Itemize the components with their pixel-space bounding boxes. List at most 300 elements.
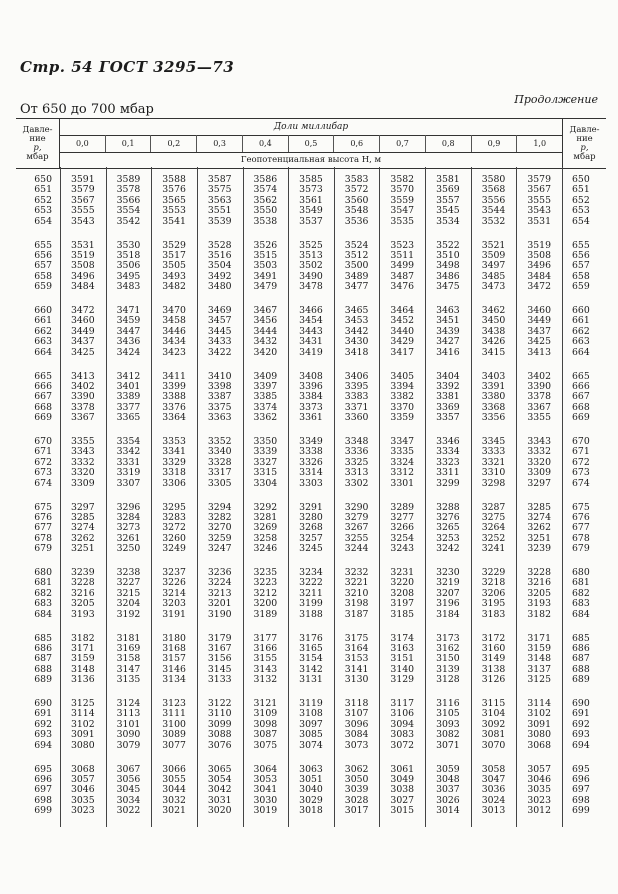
height-cell: 3417 <box>390 346 415 358</box>
height-cell: 3166 <box>253 642 278 654</box>
geopotential-caption: Геопотенциальная высота H, м <box>240 155 382 165</box>
height-cell: 3456 <box>253 315 278 327</box>
height-cell: 3030 <box>253 794 278 806</box>
height-cell: 3361 <box>299 412 323 424</box>
height-cell: 3559 <box>390 194 415 206</box>
height-cell: 3496 <box>70 270 95 282</box>
height-cell: 3265 <box>436 522 460 534</box>
height-cell: 3247 <box>207 543 232 555</box>
height-cell: 3321 <box>481 456 506 468</box>
height-cell: 3390 <box>527 380 551 392</box>
height-cell: 3429 <box>390 336 415 348</box>
height-cell: 3307 <box>116 477 141 489</box>
row-group <box>16 241 606 293</box>
height-cell: 3174 <box>390 632 415 644</box>
height-cell: 3275 <box>481 511 506 523</box>
height-cell: 3083 <box>390 729 415 741</box>
height-cell: 3048 <box>436 773 460 785</box>
pressure-cell-right: 659 <box>572 281 590 293</box>
height-cell: 3453 <box>344 315 369 327</box>
column-divider <box>379 167 380 827</box>
pressure-cell-left: 672 <box>34 456 52 468</box>
height-cell: 3232 <box>344 567 369 578</box>
height-cell: 3013 <box>481 805 506 817</box>
height-cell: 3588 <box>162 174 186 185</box>
fraction-header-cell: 0,4 <box>243 135 289 152</box>
pressure-cell-right: 652 <box>572 194 590 206</box>
height-cell: 3332 <box>527 446 551 458</box>
height-cell: 3317 <box>207 467 232 479</box>
height-cell: 3298 <box>481 477 506 489</box>
height-cell: 3190 <box>207 608 232 620</box>
pressure-cell-left: 652 <box>34 194 52 206</box>
pressure-cell-right: 657 <box>572 260 590 272</box>
height-cell: 3589 <box>116 174 141 185</box>
height-cell: 3036 <box>481 784 506 796</box>
height-cell: 3458 <box>162 315 186 327</box>
height-cell: 3561 <box>299 194 323 206</box>
height-cell: 3502 <box>299 260 323 272</box>
height-cell: 3309 <box>527 467 551 479</box>
pressure-cell-right: 668 <box>572 401 590 413</box>
table-row <box>16 610 606 620</box>
height-cell: 3350 <box>253 436 278 447</box>
pressure-cell-left: 655 <box>34 239 52 251</box>
pressure-cell-right: 667 <box>572 391 590 403</box>
height-cell: 3349 <box>299 436 323 447</box>
height-cell: 3373 <box>299 401 323 413</box>
height-cell: 3241 <box>481 543 506 555</box>
height-cell: 3297 <box>70 501 95 513</box>
height-cell: 3404 <box>436 370 460 382</box>
height-cell: 3205 <box>70 598 95 610</box>
page-reference: Стр. 54 ГОСТ 3295—73 <box>20 58 235 76</box>
height-cell: 3536 <box>344 215 369 227</box>
height-cell: 3405 <box>390 370 415 382</box>
column-divider <box>425 167 426 827</box>
height-cell: 3563 <box>207 194 232 206</box>
height-cell: 3068 <box>527 739 551 751</box>
height-cell: 3211 <box>299 587 323 599</box>
height-cell: 3111 <box>162 708 186 720</box>
height-cell: 3235 <box>253 567 278 578</box>
height-cell: 3422 <box>207 346 232 358</box>
pressure-cell-left: 699 <box>34 805 52 817</box>
height-cell: 3566 <box>116 194 141 206</box>
height-cell: 3276 <box>436 511 460 523</box>
height-cell: 3200 <box>253 598 278 610</box>
height-cell: 3159 <box>70 653 95 665</box>
height-cell: 3089 <box>162 729 186 741</box>
height-cell: 3460 <box>70 315 95 327</box>
pressure-cell-right: 661 <box>572 315 590 327</box>
height-cell: 3341 <box>162 446 186 458</box>
height-cell: 3110 <box>207 708 232 720</box>
height-cell: 3253 <box>436 532 460 544</box>
column-divider <box>471 167 472 827</box>
pressure-cell-right: 688 <box>572 663 590 675</box>
height-cell: 3340 <box>207 446 232 458</box>
height-cell: 3297 <box>527 477 551 489</box>
height-cell: 3136 <box>70 674 95 686</box>
height-cell: 3071 <box>436 739 460 751</box>
pressure-cell-right: 655 <box>572 239 590 251</box>
height-cell: 3315 <box>253 467 278 479</box>
height-cell: 3483 <box>116 281 141 293</box>
height-cell: 3377 <box>116 401 141 413</box>
height-cell: 3473 <box>481 281 506 293</box>
height-cell: 3195 <box>481 598 506 610</box>
height-cell: 3402 <box>527 370 551 382</box>
height-cell: 3535 <box>390 215 415 227</box>
pressure-cell-right: 686 <box>572 642 590 654</box>
height-cell: 3433 <box>207 336 232 348</box>
table-row <box>16 217 606 227</box>
height-cell: 3162 <box>436 642 460 654</box>
height-cell: 3234 <box>299 567 323 578</box>
pressure-cell-left: 693 <box>34 729 52 741</box>
height-cell: 3363 <box>207 412 232 424</box>
height-cell: 3220 <box>390 577 415 589</box>
height-cell: 3493 <box>162 270 186 282</box>
height-cell: 3109 <box>253 708 278 720</box>
height-cell: 3320 <box>70 467 95 479</box>
column-divider <box>334 167 335 827</box>
height-cell: 3252 <box>481 532 506 544</box>
pressure-cell-left: 682 <box>34 587 52 599</box>
height-cell: 3019 <box>253 805 278 817</box>
height-cell: 3012 <box>527 805 551 817</box>
table-row <box>16 741 606 751</box>
pressure-cell-right: 653 <box>572 205 590 217</box>
pressure-cell-left: 680 <box>34 567 52 578</box>
height-cell: 3425 <box>70 346 95 358</box>
height-cell: 3047 <box>481 773 506 785</box>
pressure-cell-right: 665 <box>572 370 590 382</box>
height-cell: 3578 <box>116 184 141 196</box>
height-cell: 3154 <box>299 653 323 665</box>
height-cell: 3348 <box>344 436 369 447</box>
height-cell: 3485 <box>481 270 506 282</box>
height-cell: 3534 <box>436 215 460 227</box>
height-cell: 3570 <box>390 184 415 196</box>
height-cell: 3505 <box>162 260 186 272</box>
pressure-cell-right: 669 <box>572 412 590 424</box>
height-cell: 3270 <box>207 522 232 534</box>
height-cell: 3171 <box>70 642 95 654</box>
pressure-cell-left: 689 <box>34 674 52 686</box>
height-cell: 3208 <box>390 587 415 599</box>
height-cell: 3430 <box>344 336 369 348</box>
height-cell: 3180 <box>162 632 186 644</box>
height-cell: 3519 <box>70 249 95 261</box>
height-cell: 3320 <box>527 456 551 468</box>
height-cell: 3338 <box>299 446 323 458</box>
height-cell: 3037 <box>436 784 460 796</box>
height-cell: 3364 <box>162 412 186 424</box>
height-cell: 3475 <box>436 281 460 293</box>
pressure-cell-right: 674 <box>572 477 590 489</box>
height-cell: 3259 <box>207 532 232 544</box>
height-cell: 3094 <box>390 718 415 730</box>
height-cell: 3439 <box>436 325 460 337</box>
height-cell: 3472 <box>70 305 95 316</box>
height-cell: 3022 <box>116 805 141 817</box>
height-cell: 3158 <box>116 653 141 665</box>
height-cell: 3269 <box>253 522 278 534</box>
continuation-label: Продолжение <box>514 93 598 106</box>
height-cell: 3526 <box>253 239 278 251</box>
pressure-cell-right: 656 <box>572 249 590 261</box>
height-cell: 3182 <box>70 632 95 644</box>
height-cell: 3221 <box>344 577 369 589</box>
height-cell: 3099 <box>207 718 232 730</box>
height-cell: 3343 <box>70 446 95 458</box>
pressure-cell-right: 697 <box>572 784 590 796</box>
pressure-cell-left: 653 <box>34 205 52 217</box>
pressure-header-right: Давле- ние p, мбар <box>562 119 606 168</box>
height-cell: 3436 <box>116 336 141 348</box>
height-cell: 3295 <box>162 501 186 513</box>
pressure-cell-right: 650 <box>572 174 590 185</box>
height-cell: 3238 <box>116 567 141 578</box>
height-cell: 3280 <box>299 511 323 523</box>
height-cell: 3236 <box>207 567 232 578</box>
height-cell: 3445 <box>207 325 232 337</box>
height-cell: 3114 <box>527 698 551 709</box>
height-cell: 3375 <box>207 401 232 413</box>
height-cell: 3359 <box>390 412 415 424</box>
height-cell: 3029 <box>299 794 323 806</box>
pressure-cell-left: 650 <box>34 174 52 185</box>
height-cell: 3415 <box>481 346 506 358</box>
height-cell: 3336 <box>344 446 369 458</box>
height-cell: 3056 <box>116 773 141 785</box>
table-row <box>16 282 606 292</box>
height-cell: 3376 <box>162 401 186 413</box>
pressure-cell-left: 697 <box>34 784 52 796</box>
height-cell: 3294 <box>207 501 232 513</box>
height-cell: 3173 <box>436 632 460 644</box>
pressure-cell-right: 658 <box>572 270 590 282</box>
row-group <box>16 765 606 817</box>
height-cell: 3378 <box>70 401 95 413</box>
pressure-cell-right: 689 <box>572 674 590 686</box>
height-cell: 3080 <box>70 739 95 751</box>
height-cell: 3137 <box>527 663 551 675</box>
height-cell: 3175 <box>344 632 369 644</box>
height-cell: 3332 <box>70 456 95 468</box>
height-cell: 3424 <box>116 346 141 358</box>
height-cell: 3218 <box>481 577 506 589</box>
height-cell: 3444 <box>253 325 278 337</box>
height-cell: 3380 <box>481 391 506 403</box>
height-cell: 3203 <box>162 598 186 610</box>
height-cell: 3508 <box>527 249 551 261</box>
height-cell: 3023 <box>70 805 95 817</box>
height-cell: 3548 <box>344 205 369 217</box>
height-cell: 3185 <box>390 608 415 620</box>
height-cell: 3355 <box>70 436 95 447</box>
height-cell: 3356 <box>481 412 506 424</box>
table-row <box>16 413 606 423</box>
height-cell: 3409 <box>253 370 278 382</box>
height-cell: 3565 <box>162 194 186 206</box>
height-cell: 3324 <box>390 456 415 468</box>
height-cell: 3261 <box>116 532 141 544</box>
height-cell: 3313 <box>344 467 369 479</box>
height-cell: 3258 <box>253 532 278 544</box>
height-cell: 3204 <box>116 598 141 610</box>
height-cell: 3525 <box>299 239 323 251</box>
height-cell: 3504 <box>207 260 232 272</box>
height-cell: 3487 <box>390 270 415 282</box>
pressure-cell-right: 698 <box>572 794 590 806</box>
pressure-cell-left: 681 <box>34 577 52 589</box>
height-cell: 3418 <box>344 346 369 358</box>
height-cell: 3554 <box>116 205 141 217</box>
height-cell: 3583 <box>344 174 369 185</box>
height-cell: 3586 <box>253 174 278 185</box>
height-cell: 3250 <box>116 543 141 555</box>
height-cell: 3413 <box>527 346 551 358</box>
height-cell: 3362 <box>253 412 278 424</box>
height-cell: 3426 <box>481 336 506 348</box>
height-cell: 3302 <box>344 477 369 489</box>
pressure-cell-left: 659 <box>34 281 52 293</box>
pressure-cell-left: 670 <box>34 436 52 447</box>
height-cell: 3228 <box>527 567 551 578</box>
height-cell: 3222 <box>299 577 323 589</box>
pressure-cell-right: 664 <box>572 346 590 358</box>
height-cell: 3122 <box>207 698 232 709</box>
height-cell: 3157 <box>162 653 186 665</box>
row-group <box>16 634 606 686</box>
pressure-cell-left: 664 <box>34 346 52 358</box>
height-cell: 3210 <box>344 587 369 599</box>
height-cell: 3549 <box>299 205 323 217</box>
height-cell: 3425 <box>527 336 551 348</box>
height-cell: 3245 <box>299 543 323 555</box>
height-cell: 3333 <box>481 446 506 458</box>
height-cell: 3343 <box>527 436 551 447</box>
height-cell: 3084 <box>344 729 369 741</box>
height-cell: 3452 <box>390 315 415 327</box>
height-cell: 3587 <box>207 174 232 185</box>
height-cell: 3538 <box>253 215 278 227</box>
height-cell: 3104 <box>481 708 506 720</box>
height-cell: 3216 <box>70 587 95 599</box>
height-cell: 3510 <box>436 249 460 261</box>
height-cell: 3066 <box>162 763 186 775</box>
pressure-cell-left: 677 <box>34 522 52 534</box>
height-cell: 3115 <box>481 698 506 709</box>
pressure-cell-right: 690 <box>572 698 590 709</box>
height-cell: 3146 <box>162 663 186 675</box>
height-cell: 3124 <box>116 698 141 709</box>
height-cell: 3215 <box>116 587 141 599</box>
height-cell: 3288 <box>436 501 460 513</box>
height-cell: 3102 <box>70 718 95 730</box>
height-cell: 3267 <box>344 522 369 534</box>
height-cell: 3328 <box>207 456 232 468</box>
height-cell: 3287 <box>481 501 506 513</box>
range-title: От 650 до 700 мбар <box>20 102 154 117</box>
height-cell: 3063 <box>299 763 323 775</box>
pressure-cell-right: 696 <box>572 773 590 785</box>
height-cell: 3478 <box>299 281 323 293</box>
height-cell: 3266 <box>390 522 415 534</box>
height-cell: 3423 <box>162 346 186 358</box>
height-cell: 3028 <box>344 794 369 806</box>
height-cell: 3391 <box>481 380 506 392</box>
height-cell: 3092 <box>481 718 506 730</box>
height-cell: 3353 <box>162 436 186 447</box>
height-cell: 3189 <box>253 608 278 620</box>
row-group <box>16 503 606 555</box>
height-cell: 3420 <box>253 346 278 358</box>
fraction-header-cell: 0,1 <box>106 135 152 152</box>
height-cell: 3556 <box>481 194 506 206</box>
pressure-cell-left: 663 <box>34 336 52 348</box>
height-cell: 3543 <box>70 215 95 227</box>
height-cell: 3148 <box>527 653 551 665</box>
height-cell: 3489 <box>344 270 369 282</box>
pressure-cell-right: 660 <box>572 305 590 316</box>
height-cell: 3500 <box>344 260 369 272</box>
height-cell: 3141 <box>344 663 369 675</box>
height-cell: 3239 <box>70 567 95 578</box>
height-cell: 3355 <box>527 412 551 424</box>
height-cell: 3410 <box>207 370 232 382</box>
fraction-header-cell: 0,5 <box>289 135 335 152</box>
height-cell: 3163 <box>390 642 415 654</box>
height-cell: 3477 <box>344 281 369 293</box>
height-cell: 3214 <box>162 587 186 599</box>
fraction-header-cell: 0,6 <box>334 135 380 152</box>
height-cell: 3476 <box>390 281 415 293</box>
height-cell: 3023 <box>527 794 551 806</box>
height-cell: 3354 <box>116 436 141 447</box>
height-cell: 3331 <box>116 456 141 468</box>
height-cell: 3368 <box>481 401 506 413</box>
height-cell: 3223 <box>253 577 278 589</box>
height-cell: 3031 <box>207 794 232 806</box>
height-cell: 3070 <box>481 739 506 751</box>
pressure-cell-left: 671 <box>34 446 52 458</box>
height-cell: 3327 <box>253 456 278 468</box>
height-cell: 3469 <box>207 305 232 316</box>
pressure-cell-left: 669 <box>34 412 52 424</box>
fraction-header-cell: 0,7 <box>380 135 426 152</box>
height-cell: 3451 <box>436 315 460 327</box>
height-cell: 3325 <box>344 456 369 468</box>
pressure-cell-left: 696 <box>34 773 52 785</box>
height-cell: 3108 <box>299 708 323 720</box>
height-cell: 3206 <box>481 587 506 599</box>
height-cell: 3057 <box>70 773 95 785</box>
height-cell: 3113 <box>116 708 141 720</box>
height-cell: 3530 <box>116 239 141 251</box>
height-cell: 3147 <box>116 663 141 675</box>
height-cell: 3329 <box>162 456 186 468</box>
pressure-cell-left: 675 <box>34 501 52 513</box>
height-cell: 3201 <box>207 598 232 610</box>
pressure-cell-right: 680 <box>572 567 590 578</box>
height-cell: 3100 <box>162 718 186 730</box>
height-cell: 3125 <box>70 698 95 709</box>
height-cell: 3059 <box>436 763 460 775</box>
